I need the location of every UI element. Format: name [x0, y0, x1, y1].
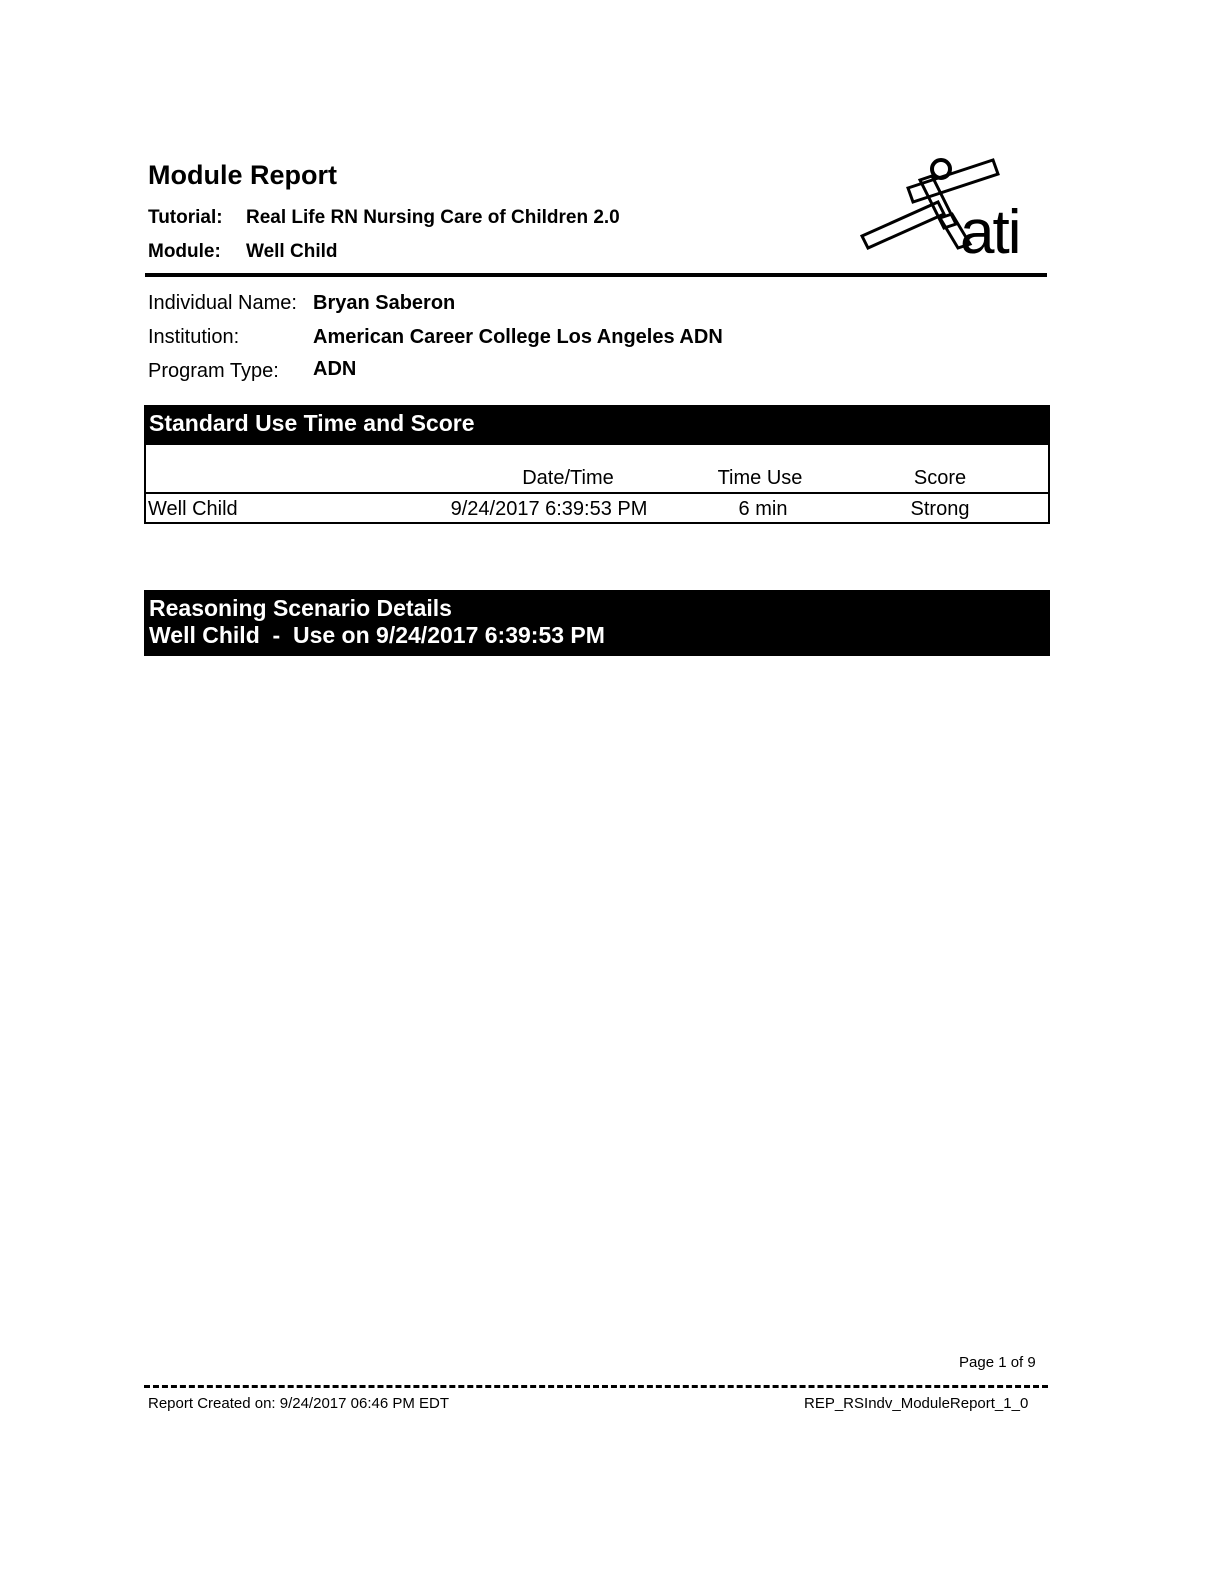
table-cell-score: Strong	[910, 498, 970, 520]
header-divider	[145, 273, 1047, 277]
reasoning-heading	[144, 590, 1050, 656]
tutorial-value: Real Life RN Nursing Care of Children 2.0	[246, 207, 620, 228]
reasoning-heading-title: Reasoning Scenario Details	[149, 595, 452, 621]
table-cell-datetime: 9/24/2017 6:39:53 PM	[450, 498, 648, 520]
column-header-time-use: Time Use	[717, 467, 803, 489]
ati-logo	[858, 152, 1050, 270]
reasoning-heading-subtitle: Well Child - Use on 9/24/2017 6:39:53 PM	[149, 622, 605, 648]
module-label: Module:	[148, 241, 221, 262]
column-header-score: Score	[913, 467, 967, 489]
table-cell-time-use: 6 min	[738, 498, 788, 520]
report-created: Report Created on: 9/24/2017 06:46 PM EDT	[148, 1395, 450, 1412]
page-title: Module Report	[148, 160, 337, 190]
column-header-datetime: Date/Time	[522, 467, 614, 489]
ati-figure-icon	[858, 152, 1050, 270]
logo-text: ati	[960, 198, 1020, 267]
individual-name-label: Individual Name:	[148, 292, 297, 314]
standard-use-heading: Standard Use Time and Score	[144, 405, 1050, 445]
report-id: REP_RSIndv_ModuleReport_1_0	[804, 1395, 1029, 1412]
page-number: Page 1 of 9	[959, 1354, 1036, 1371]
individual-name-value: Bryan Saberon	[313, 292, 456, 314]
institution-label: Institution:	[148, 326, 240, 348]
program-type-value: ADN	[313, 358, 357, 380]
table-cell-module: Well Child	[148, 498, 238, 520]
module-value: Well Child	[246, 241, 338, 262]
footer-divider	[144, 1385, 1048, 1388]
table-header-divider	[144, 492, 1050, 494]
program-type-label: Program Type:	[148, 360, 279, 382]
institution-value: American Career College Los Angeles ADN	[313, 326, 723, 348]
tutorial-label: Tutorial:	[148, 207, 223, 228]
